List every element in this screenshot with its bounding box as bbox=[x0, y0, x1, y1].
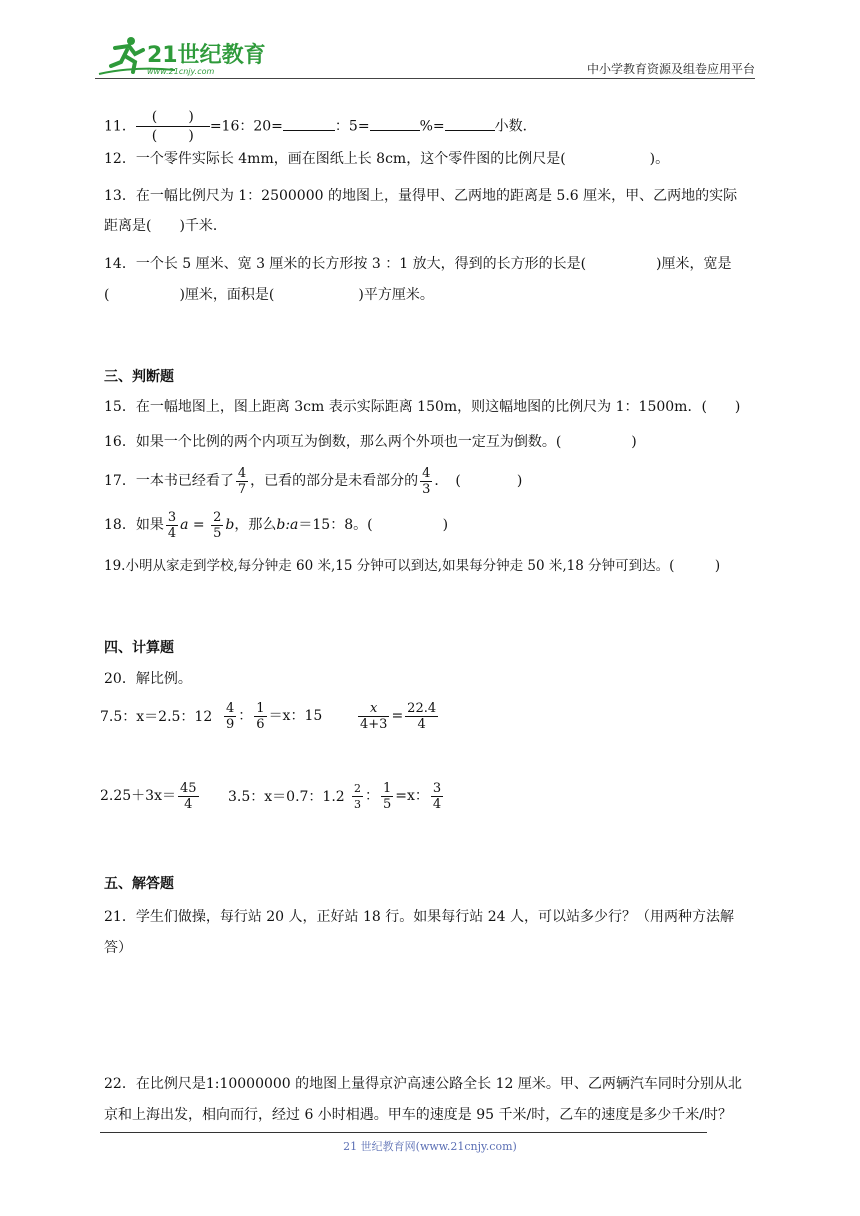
answer-blank bbox=[370, 116, 420, 131]
svg-text:21世纪教育: 21世纪教育 bbox=[147, 43, 265, 68]
question-22-line2: 京和上海出发，相向而行，经过 6 小时相遇。甲车的速度是 95 千米/时，乙车的速度是多少千米/时？ bbox=[104, 1107, 732, 1123]
blank-fraction: ( ) ( ) bbox=[136, 108, 210, 145]
question-15: 15．在一幅地图上，图上距离 3cm 表示实际距离 150m，则这幅地图的比例尺为 1：1500m．( ) bbox=[104, 399, 741, 415]
answer-blank bbox=[445, 116, 495, 131]
question-21-line2: 答） bbox=[104, 940, 132, 956]
fraction: $\frac{2}{5}$ bbox=[213, 509, 222, 541]
question-17: 17．一本书已经看了 $\frac{4}{7}$ ，已看的部分是未看部分的 $\frac{4}{3}$ ． ( ) bbox=[104, 465, 523, 497]
question-14-line1: 14．一个长 5 厘米、宽 3 厘米的长方形按 3 ：1 放大，得到的长方形的长是( )厘米，宽是 bbox=[104, 256, 732, 272]
question-16: 16．如果一个比例的两个内项互为倒数，那么两个外项也一定互为倒数。( ) bbox=[104, 434, 637, 450]
question-14-line2: ( )厘米，面积是( )平方厘米。 bbox=[104, 287, 434, 303]
question-22-line1: 22．在比例尺是1:10000000 的地图上量得京沪高速公路全长 12 厘米。甲、乙两辆汽车同时分别从北 bbox=[104, 1076, 742, 1092]
svg-text:www.21cnjy.com: www.21cnjy.com bbox=[147, 67, 215, 76]
question-12: 12．一个零件实际长 4mm，画在图纸上长 8cm，这个零件图的比例尺是( )。 bbox=[104, 151, 670, 167]
question-20: 20．解比例。 bbox=[104, 671, 192, 687]
equation-3: $\frac{x}{4+3}$ = $\frac{22.4}{4}$ bbox=[360, 700, 437, 732]
site-logo bbox=[95, 32, 265, 80]
equation-1: 7.5：x＝2.5：12 bbox=[100, 709, 213, 725]
footer-text: 21 世纪教育网(www.21cnjy.com) bbox=[343, 1140, 517, 1153]
platform-name: 中小学教育资源及组卷应用平台 bbox=[586, 62, 755, 76]
header-divider bbox=[95, 78, 755, 79]
question-19: 19.小明从家走到学校,每分钟走 60 米,15 分钟可以到达,如果每分钟走 50 米,18 分钟可到达。( ) bbox=[104, 558, 721, 574]
question-21-line1: 21．学生们做操，每行站 20 人，正好站 18 行。如果每行站 24 人，可以站多少行？（用两种方法解 bbox=[104, 909, 734, 925]
question-13-line2: 距离是( )千米． bbox=[104, 218, 227, 234]
question-number: 11． bbox=[104, 118, 136, 135]
section-calculation: 四、计算题 bbox=[104, 640, 174, 656]
section-judgement: 三、判断题 bbox=[104, 369, 174, 385]
fraction: $\frac{4}{7}$ bbox=[237, 465, 247, 497]
question-13-line1: 13．在一幅比例尺为 1：2500000 的地图上，量得甲、乙两地的距离是 5.6 厘米，甲、乙两地的实际 bbox=[104, 188, 738, 204]
fraction: $\frac{4}{3}$ bbox=[422, 465, 431, 497]
equation-5: 3.5：x＝0.7：1.2 bbox=[228, 789, 345, 805]
equation-6: $\frac{2}{3}$ ： $\frac{1}{5}$ =x： $\frac{3}{4}$ bbox=[354, 780, 442, 812]
logo-runner-icon bbox=[95, 32, 265, 80]
equation-2: $\frac{4}{9}$ ： $\frac{1}{6}$ ＝x：15 bbox=[226, 700, 323, 732]
equation-4: 2.25＋3x＝ $\frac{45}{4}$ bbox=[100, 780, 197, 812]
footer-divider bbox=[100, 1132, 707, 1133]
section-answer: 五、解答题 bbox=[104, 876, 174, 892]
question-11: 11． ( ) ( ) =16：20= ：5= %= 小数． bbox=[104, 109, 537, 144]
fraction: $\frac{3}{4}$ bbox=[167, 509, 177, 541]
question-18: 18．如果 $\frac{3}{4}$ a = $\frac{2}{5}$ b，那么b:a＝15：8。( ) bbox=[104, 509, 449, 541]
answer-blank bbox=[283, 116, 335, 131]
